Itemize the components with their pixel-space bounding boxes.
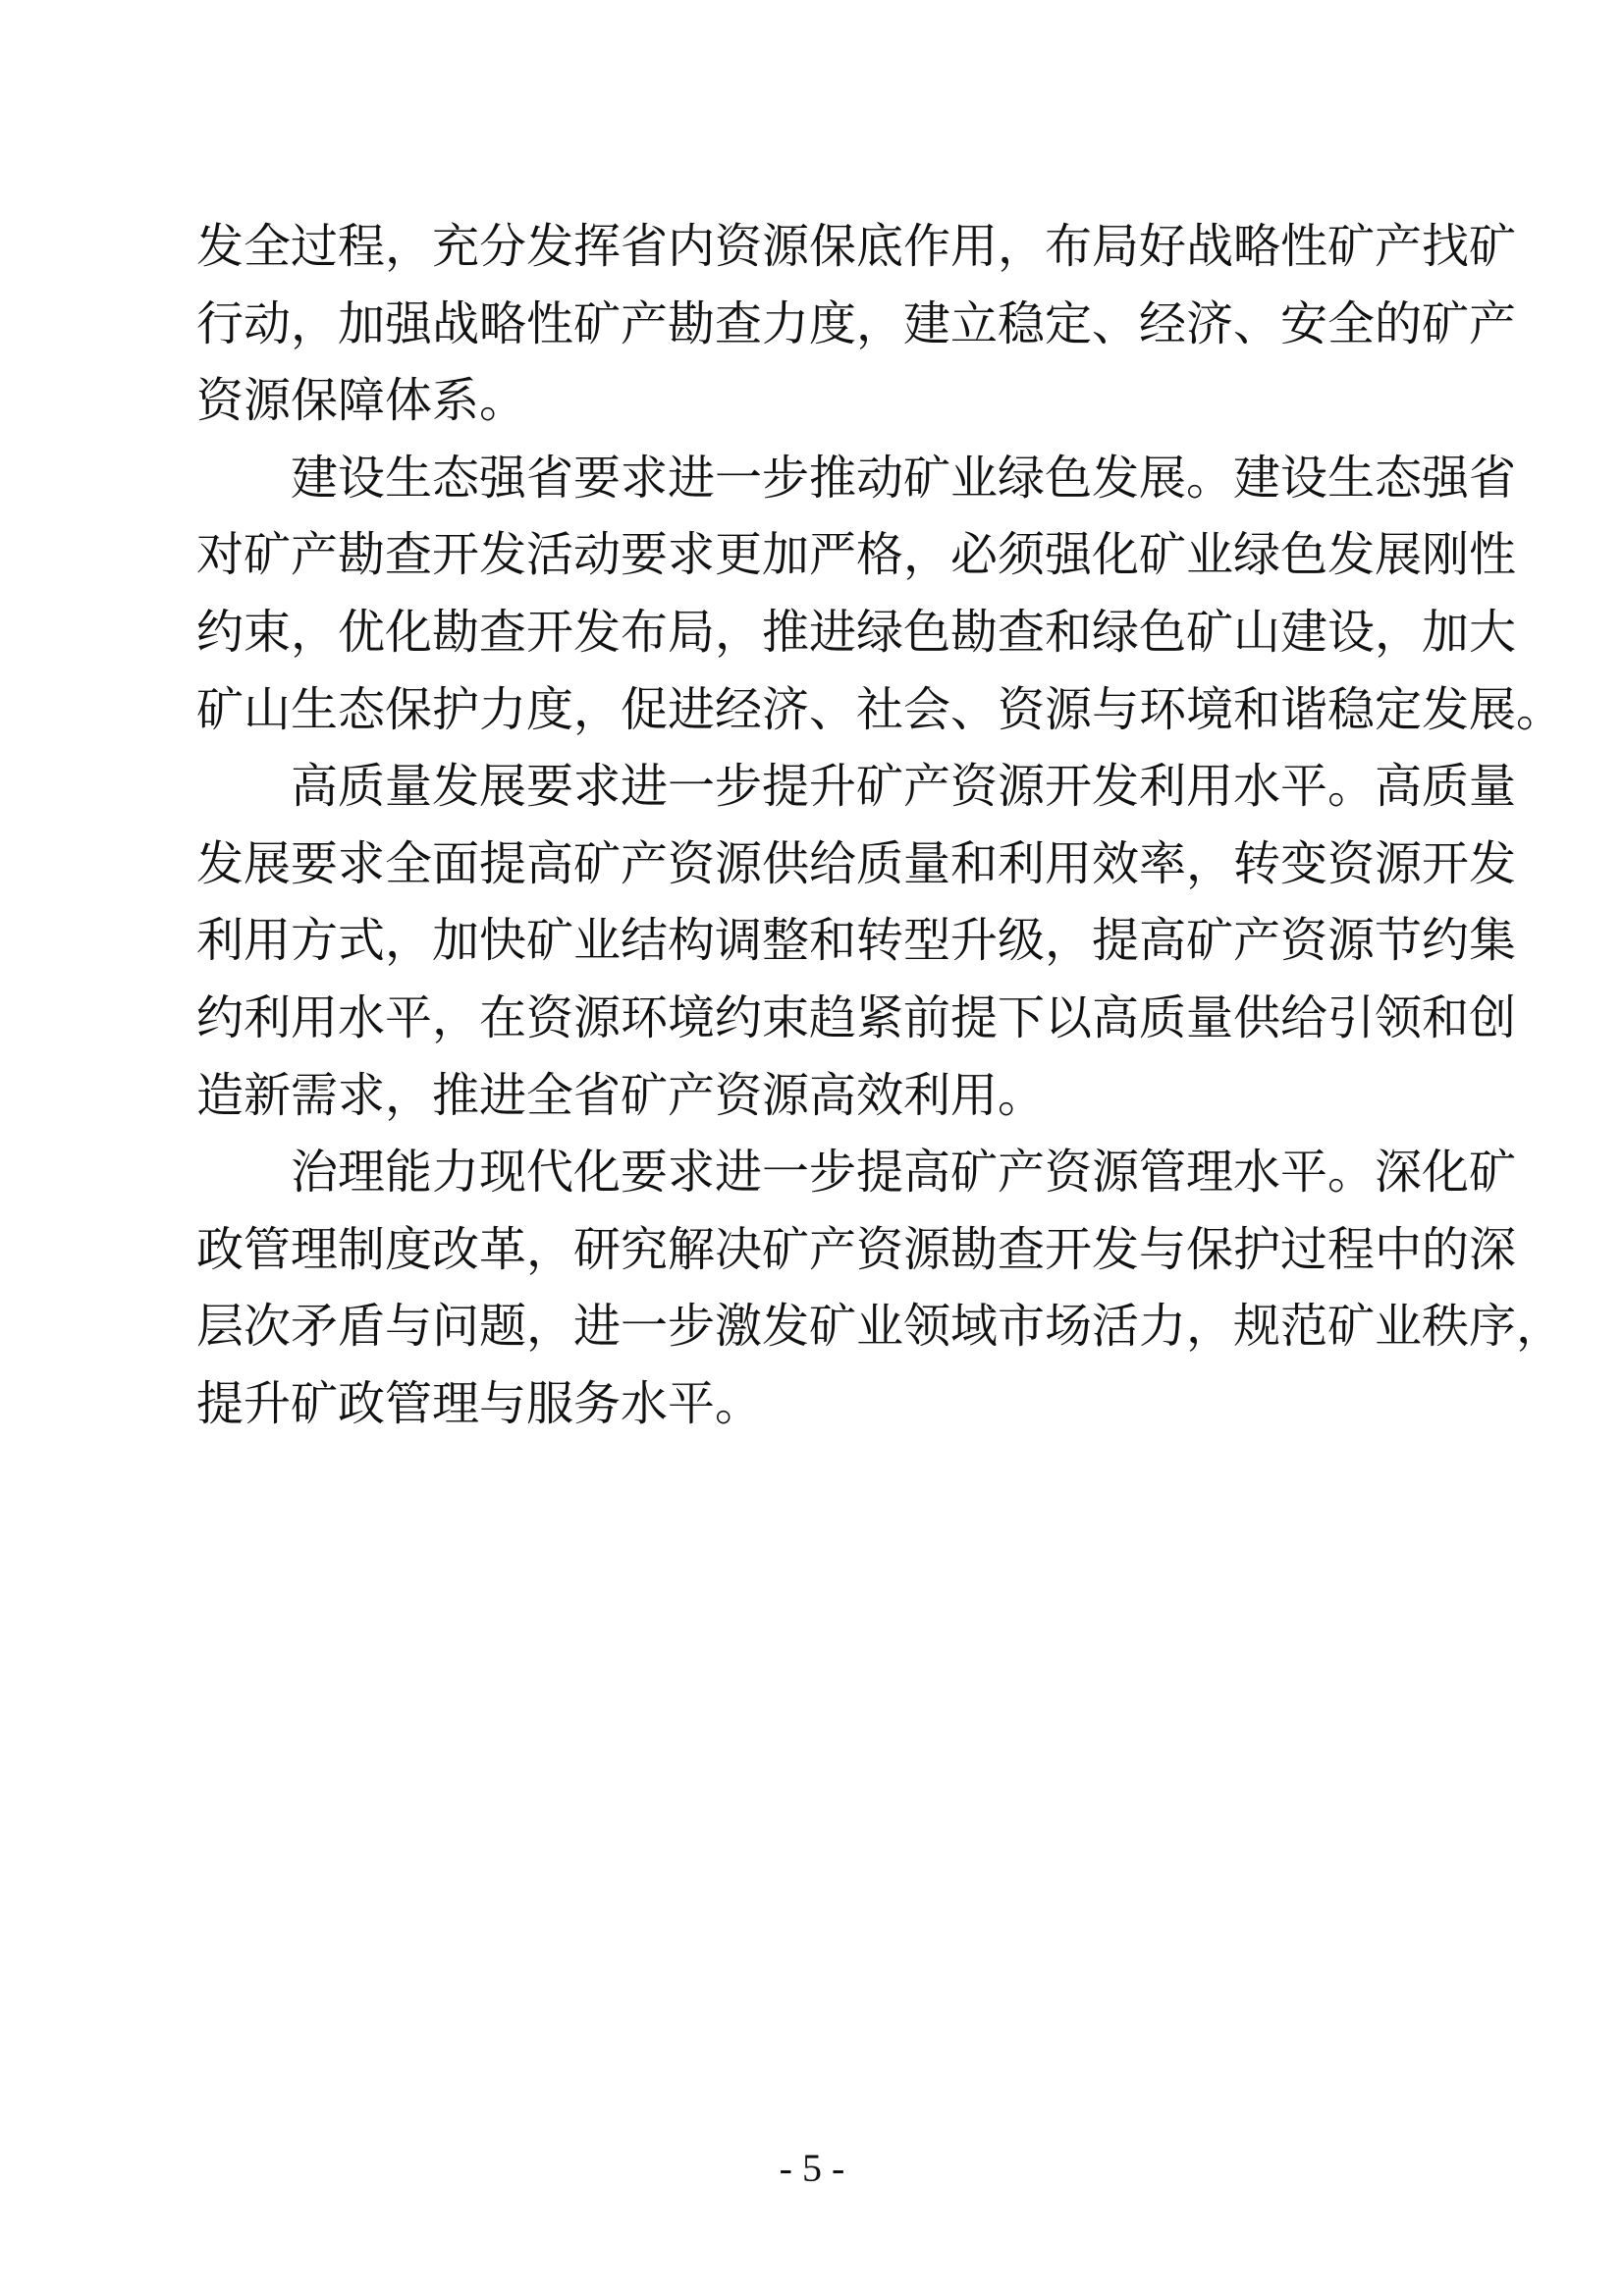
paragraph-3-line-5: 造新需求，推进全省矿产资源高效利用。 (196, 1067, 1046, 1123)
paragraph-1-line-3: 资源保障体系。 (196, 373, 527, 429)
paragraph-2-line-1 (196, 440, 1517, 517)
page-number: - 5 - (779, 2146, 845, 2190)
paragraph-4-line-1-rest: 深化矿 (1375, 1145, 1517, 1201)
paragraph-3-line-3: 利用方式，加快矿业结构调整和转型升级，提高矿产资源节约集 (196, 913, 1517, 969)
paragraph-3-lead: 高质量发展要求进一步提升矿产资源开发利用水平。 (291, 759, 1376, 815)
paragraph-1-line-1: 发全过程，充分发挥省内资源保底作用，布局好战略性矿产找矿 (196, 219, 1517, 274)
paragraph-2-lead: 建设生态强省要求进一步推动矿业绿色发展。 (291, 450, 1234, 506)
paragraph-4-line-4: 提升矿政管理与服务水平。 (196, 1375, 763, 1431)
paragraph-2-line-4: 矿山生态保护力度，促进经济、社会、资源与环境和谐稳定发展。 (196, 681, 1564, 737)
paragraph-2-line-2: 对矿产勘查开发活动要求更加严格，必须强化矿业绿色发展刚性 (196, 527, 1517, 583)
paragraph-2-line-3: 约束，优化勘查开发布局，推进绿色勘查和绿色矿山建设，加大 (196, 604, 1517, 660)
paragraph-4-line-2: 政管理制度改革，研究解决矿产资源勘查开发与保护过程中的深 (196, 1221, 1517, 1277)
paragraph-3-line-4: 约利用水平，在资源环境约束趋紧前提下以高质量供给引领和创 (196, 989, 1517, 1045)
paragraph-4-lead: 治理能力现代化要求进一步提高矿产资源管理水平。 (291, 1145, 1376, 1201)
paragraph-4-line-3: 层次矛盾与问题，进一步激发矿业领域市场活力，规范矿业秩序， (196, 1299, 1564, 1355)
body-text (196, 208, 1564, 1443)
paragraph-3-line-1 (196, 748, 1517, 826)
paragraph-4-line-1 (196, 1134, 1517, 1211)
paragraph-3-line-1-rest: 高质量 (1375, 759, 1517, 815)
paragraph-1-line-2: 行动，加强战略性矿产勘查力度，建立稳定、经济、安全的矿产 (196, 295, 1517, 351)
paragraph-2-line-1-rest: 建设生态强省 (1233, 450, 1517, 506)
paragraph-3-line-2: 发展要求全面提高矿产资源供给质量和利用效率，转变资源开发 (196, 835, 1517, 891)
